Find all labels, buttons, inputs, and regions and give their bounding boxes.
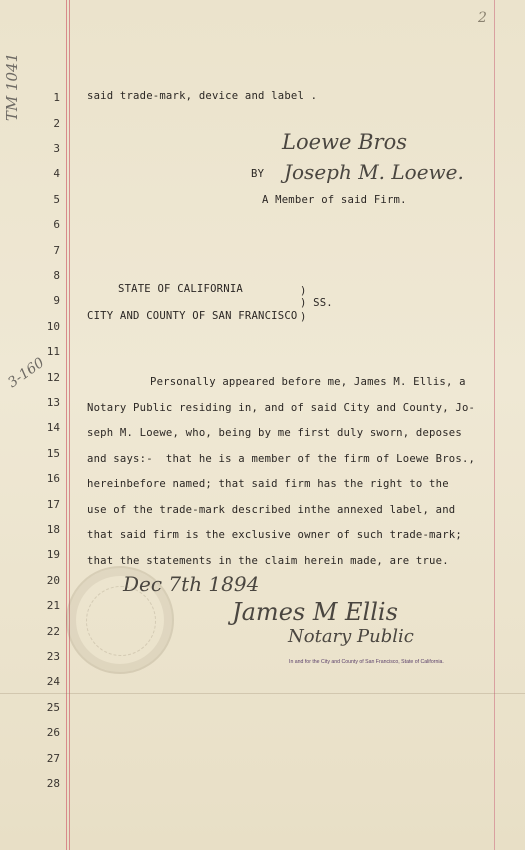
line-number: 2 [53, 117, 60, 130]
line-number: 21 [46, 599, 60, 612]
side-note-top: TM 1041 [3, 52, 22, 122]
venue-county: CITY AND COUNTY OF SAN FRANCISCO [87, 310, 298, 322]
corner-mark: 2 [478, 10, 487, 26]
line-number: 6 [53, 218, 60, 231]
firm-signature: Loewe Bros [282, 130, 407, 154]
line-number: 17 [46, 498, 60, 511]
line-number: 16 [46, 472, 60, 485]
line-number: 8 [53, 269, 60, 282]
line-number: 25 [46, 701, 60, 714]
line-number: 10 [46, 320, 60, 333]
line-number: 19 [46, 548, 60, 561]
paper-fold [0, 693, 525, 694]
affidavit-line-17: use of the trade-mark described inthe annexed label, and [87, 504, 456, 516]
line-number: 7 [53, 244, 60, 257]
line-number: 18 [46, 523, 60, 536]
venue-paren: ) [300, 285, 307, 297]
line-number: 1 [53, 91, 60, 104]
venue-paren: ) [300, 311, 307, 323]
line-number: 5 [53, 193, 60, 206]
line-number: 12 [46, 371, 60, 384]
member-signature: Joseph M. Loewe. [284, 160, 464, 184]
line-number: 11 [46, 345, 60, 358]
line-number: 9 [53, 294, 60, 307]
affidavit-line-12: Personally appeared before me, James M. Ellis, a [150, 376, 466, 388]
affidavit-line-16: hereinbefore named; that said firm has the right to the [87, 478, 449, 490]
line-number: 27 [46, 752, 60, 765]
line-number: 23 [46, 650, 60, 663]
line-number: 22 [46, 625, 60, 638]
side-note-left: 3-160 [5, 354, 48, 392]
date-handwritten: Dec 7th 1894 [123, 572, 260, 596]
line-number: 24 [46, 675, 60, 688]
affidavit-line-15: and says:- that he is a member of the firm of Loewe Bros., [87, 453, 476, 465]
affidavit-line-13: Notary Public residing in, and of said City and County, Jo- [87, 402, 476, 414]
member-caption: A Member of said Firm. [262, 194, 407, 206]
line-number: 14 [46, 421, 60, 434]
left-margin-rule [66, 0, 67, 850]
by-label: BY [251, 168, 265, 180]
affidavit-line-18: that said firm is the exclusive owner of such trade-mark; [87, 529, 462, 541]
notary-signature: James M Ellis [232, 598, 398, 626]
line-number: 26 [46, 726, 60, 739]
venue-state: STATE OF CALIFORNIA [118, 283, 243, 295]
line-number: 3 [53, 142, 60, 155]
left-margin-rule-inner [69, 0, 70, 850]
affidavit-line-14: seph M. Loewe, who, being by me first duly sworn, deposes [87, 427, 462, 439]
line-number: 13 [46, 396, 60, 409]
notary-stamp-text: In and for the City and County of San Francisco, State of California. [289, 659, 444, 665]
line-number: 15 [46, 447, 60, 460]
notary-title-handwritten: Notary Public [288, 626, 414, 647]
line-number: 28 [46, 777, 60, 790]
venue-ss: ) SS. [300, 297, 333, 309]
right-margin-rule [494, 0, 495, 850]
line-number: 4 [53, 167, 60, 180]
affidavit-line-19: that the statements in the claim herein made, are true. [87, 555, 449, 567]
line-number: 20 [46, 574, 60, 587]
line-1-text: said trade-mark, device and label . [87, 90, 318, 102]
